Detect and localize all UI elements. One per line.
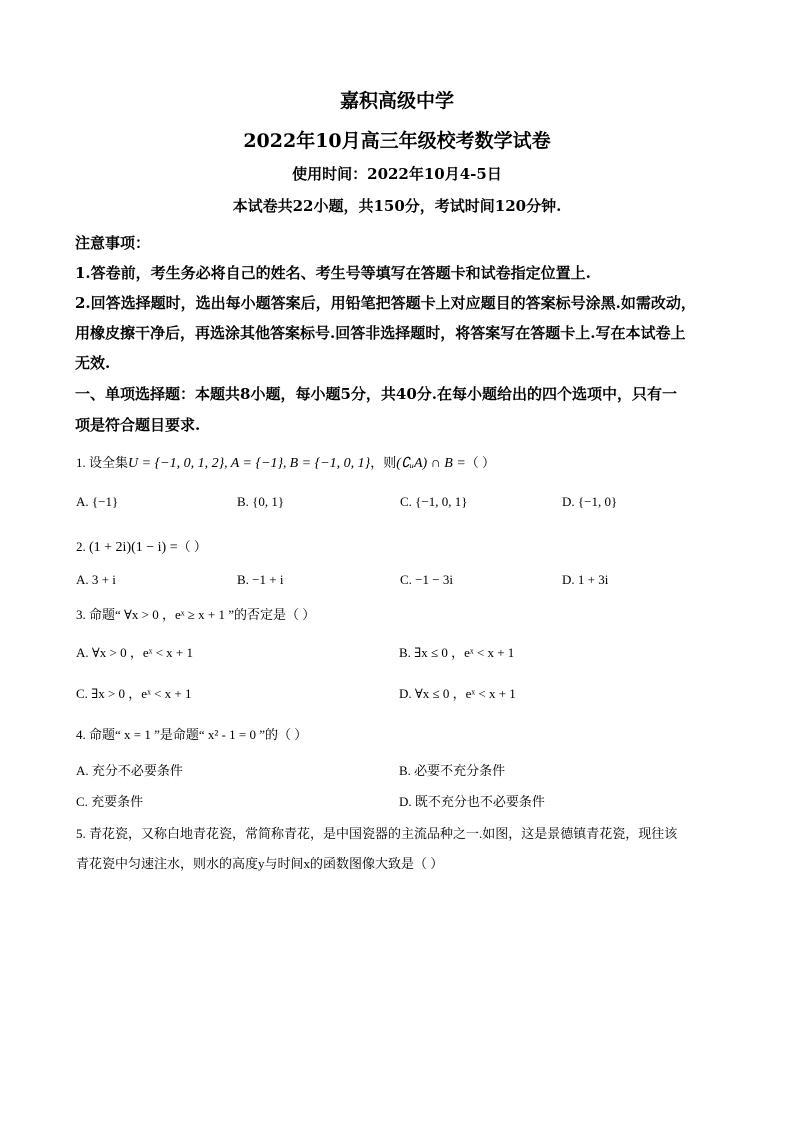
exam-info: 本试卷共22小题，共150分，考试时间120分钟. xyxy=(232,197,562,215)
notice-item-2-line-2: 用橡皮擦干净后，再选涂其他答案标号.回答非选择题时，将答案写在答题卡上.写在本试卷上 xyxy=(75,324,686,342)
question-3-option-a: A. ∀x > 0 ，eˣ < x + 1 xyxy=(76,645,194,660)
question-1: 1. 设全集U = {−1, 0, 1, 2}, A = {−1}, B = {−1, 0, 1}，则(∁ᵤA) ∩ B =（ ） xyxy=(76,455,496,471)
question-1-set-u: U = {−1, 0, 1, 2} xyxy=(128,456,225,471)
section-heading-line-1: 一、单项选择题：本题共8小题，每小题5分，共40分.在每小题给出的四个选项中，只有一 xyxy=(75,385,677,403)
exam-title: 2022年10月高三年级校考数学试卷 xyxy=(243,130,551,152)
question-1-option-a: A. {−1} xyxy=(76,494,119,509)
question-5-line-1: 5. 青花瓷，又称白地青花瓷，常简称青花，是中国瓷器的主流品种之一.如图，这是景德镇青花瓷，现往该 xyxy=(76,826,678,841)
question-1-set-b: B = {−1, 0, 1} xyxy=(289,456,371,471)
question-3-option-d: D. ∀x ≤ 0 ，eˣ < x + 1 xyxy=(399,686,516,701)
question-4-option-a: A. 充分不必要条件 xyxy=(76,763,183,778)
question-4-option-b: B. 必要不充分条件 xyxy=(399,763,506,778)
question-4-option-d: D. 既不充分也不必要条件 xyxy=(399,794,545,809)
notice-item-2-line-1: 2.回答选择题时，选出每小题答案后，用铅笔把答题卡上对应题目的答案标号涂黑.如需改动， xyxy=(75,294,696,312)
section-heading-line-2: 项是符合题目要求. xyxy=(75,416,201,434)
question-1-set-a: A = {−1} xyxy=(230,456,284,471)
question-2-option-b: B. −1 + i xyxy=(237,572,284,587)
question-3-option-b: B. ∃x ≤ 0 ，eˣ < x + 1 xyxy=(399,645,515,660)
usage-time: 使用时间：2022年10月4-5日 xyxy=(292,165,502,183)
question-2-option-c: C. −1 − 3i xyxy=(400,572,453,587)
question-1-option-d: D. {−1, 0} xyxy=(562,494,618,509)
question-5-line-2: 青花瓷中匀速注水，则水的高度y与时间x的函数图像大致是（ ） xyxy=(76,856,444,871)
question-1-blank: （ ） xyxy=(465,455,496,470)
question-3-option-c: C. ∃x > 0 ，eˣ < x + 1 xyxy=(76,686,192,701)
question-3: 3. 命题“ ∀x > 0 ，eˣ ≥ x + 1 ”的否定是（ ） xyxy=(76,607,316,622)
question-1-option-c: C. {−1, 0, 1} xyxy=(400,494,468,509)
question-2-option-d: D. 1 + 3i xyxy=(562,572,609,587)
question-4-option-c: C. 充要条件 xyxy=(76,794,144,809)
question-2 xyxy=(76,536,207,556)
notice-item-1: 1.答卷前，考生务必将自己的姓名、考生号等填写在答题卡和试卷指定位置上. xyxy=(75,264,591,282)
question-4: 4. 命题“ x = 1 ”是命题“ x² - 1 = 0 ”的（ ） xyxy=(76,727,308,742)
question-1-expression: (∁ᵤA) ∩ B = xyxy=(396,456,466,471)
question-1-option-b: B. {0, 1} xyxy=(237,494,285,509)
question-1-mid: ，则 xyxy=(370,455,397,470)
notice-item-2-line-3: 无效. xyxy=(75,354,111,372)
question-2-blank: （ ） xyxy=(177,539,207,554)
question-2-prefix: 2. xyxy=(76,539,89,554)
question-1-prefix: 1. 设全集 xyxy=(76,455,129,470)
notice-heading: 注意事项： xyxy=(75,234,151,252)
question-2-expression: (1 + 2i)(1 − i) = xyxy=(89,540,178,555)
question-2-option-a: A. 3 + i xyxy=(76,572,116,587)
school-name: 嘉积高级中学 xyxy=(339,90,454,112)
